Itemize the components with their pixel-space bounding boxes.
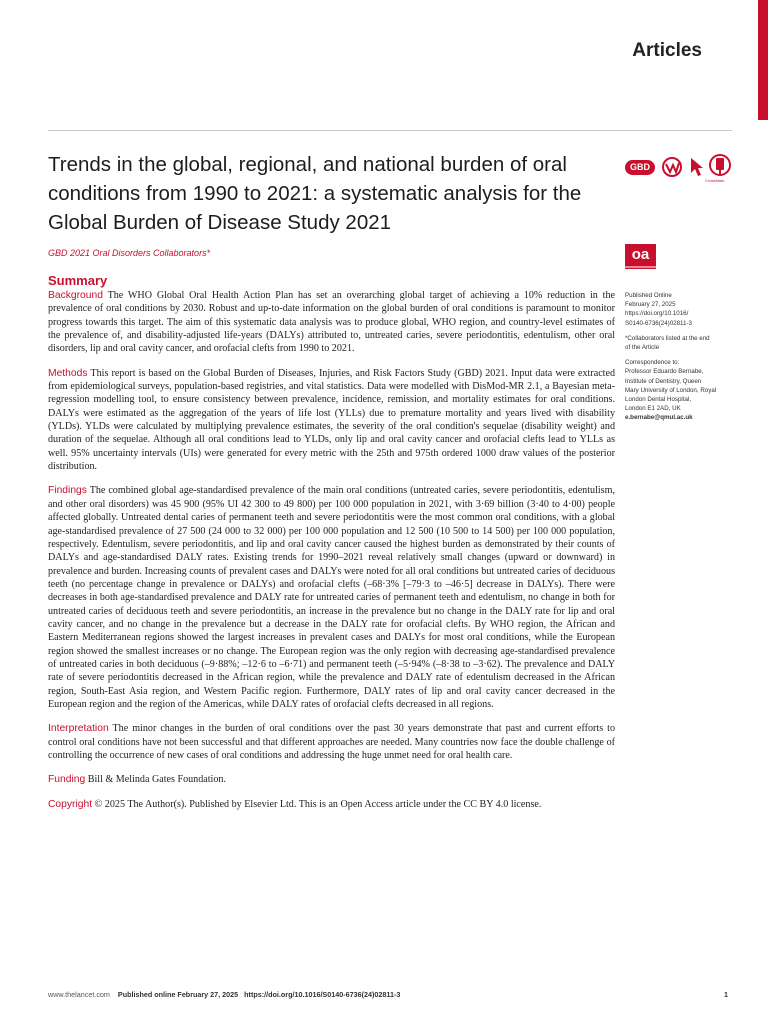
page-footer [48,990,728,999]
collaborators-note [625,334,735,352]
abstract-copyright [48,798,615,811]
correspondence-line: Professor Eduardo Bernabe, [625,368,704,376]
abstract-section-label: Funding [48,774,86,786]
cursor-logo-icon [687,156,707,178]
correspondence-email[interactable]: e.bernabe@qmul.ac.uk [625,414,693,422]
abstract-section-label: Background [48,290,103,301]
abstract-background [48,289,615,356]
abstract-findings [48,484,615,711]
header-rule [48,130,732,131]
footer-published: Published online February 27, 2025 [117,990,239,999]
collab-note-line1: *Collaborators listed at the end [625,334,710,342]
section-label: Articles [632,40,702,61]
summary-heading: Summary [48,273,108,288]
abstract-section-text: Bill & Melinda Gates Foundation. [87,774,226,786]
published-label: Published Online [625,292,672,299]
abstract-section-text: The minor changes in the burden of oral conditions over the past 30 years demonstrate that past and current efforts to control oral conditions have not been successful and that different approaches are needed. Many countries now face the double challenge of controlling the occurrence of new cases of oral conditions and addressing the huge unmet need for oral health care. [48,723,615,761]
doi-link-line1[interactable]: https://doi.org/10.1016/ [625,310,689,318]
correspondence-block [625,358,735,422]
swirl-logo-icon [661,156,683,178]
correspondence-line: London Dental Hospital, [625,396,692,404]
page-number: 1 [724,990,728,999]
published-date: February 27, 2025 [625,301,676,309]
open-access-badge[interactable] [625,244,656,269]
abstract-section-label: Copyright [48,798,93,810]
oa-underline [625,266,656,268]
crossmark-icon[interactable] [709,154,731,178]
journal-url[interactable]: www.thelancet.com [48,990,110,999]
author-line[interactable]: GBD 2021 Oral Disorders Collaborators* [48,248,211,258]
abstract-methods [48,367,615,474]
abstract-interpretation [48,722,615,762]
correspondence-label: Correspondence to: [625,359,680,367]
abstract-section-text: © 2025 The Author(s). Published by Elsevier Ltd. This is an Open Access article under the CC BY 4.0 license. [94,798,542,810]
article-sidebar [625,291,735,429]
footer-doi[interactable]: https://doi.org/10.1016/S0140-6736(24)02811-3 [244,990,401,999]
correspondence-line: Mary University of London, Royal [625,386,717,394]
logo-row [625,156,735,182]
crossmark-label: CrossMark [705,178,725,183]
abstract-section-text: The WHO Global Oral Health Action Plan has set an overarching global target of achieving a 10% reduction in the prevalence of oral conditions by 2030. Robust and up-to-date information on the global burden of oral conditions is paramount to monitor progress towards this target. The aim of this systematic data analysis was to produce global, WHO region, and country-level estimates of the prevalence of, and disability-adjusted life-years (DALYs) attributed to, untreated caries, severe periodontitis, edentulism, other oral disorders, lip and oral cavity cancer, and orofacial clefts from 1990 to 2021. [48,290,615,355]
abstract-section-text: The combined global age-standardised prevalence of the main oral conditions (untreated caries, severe periodontitis, edentulism, and other oral disorders) was 45 900 (95% UI 42 300 to 49 800) per 100 000 population in 2021, with 3·69 billion (3·40 to 4·00) people affected globally. Untreated dental caries of permanent teeth and severe periodontitis were the most common oral conditions, with a global age-standardised prevalence of 27 500 (24 000 to 32 000) per 100 000 population and 12 500 (10 500 to 14 500) per 100 000 population, respectively. Edentulism, severe periodontitis, and lip and oral cavity cancer caused the highest burden as demonstrated by their counts of DALYs and age-standardised DALY rates. Existing trends for 1990–2021 reveal relatively small changes (upward or downward) in prevalence and burden. Increasing counts of prevalent cases and DALYs were noted for all oral conditions but untreated caries of deciduous teeth (no percentage change in prevalence or DALYs) and orofacial clefts (–68·3% [–79·3 to –46·5] decrease in DALYs). There were decreases in both age-standardised prevalence and DALY rate for untreated caries of permanent teeth and edentulism, no change in both for untreated caries of deciduous teeth and severe periodontitis, an increase in the prevalence but no change in the DALY rate for lip and oral cavity cancer, and no change in the prevalence but a decrease in the DALY rate for orofacial clefts. By WHO region, the African and Eastern Mediterranean regions showed the largest increases in prevalent cases and DALYs for most oral conditions, while the European region showed the smallest increases or no change. The European region was the only region with decreasing age-standardised prevalence of untreated caries in both deciduous (–9·88%; –12·6 to –6·71) and permanent teeth (–5·94% (–8·38 to –3·62). The prevalence and DALY rate of severe periodontitis decreased in the African region, while the prevalence and DALY rate of edentulism decreased in the African region, South-East Asia region, and Western Pacific region. Furthermore, DALY rates of lip and oral cavity cancer decreased in the European region and the region of the Americas, while DALY rates of orofacial clefts decreased in all regions. [48,485,615,710]
abstract-section-text: This report is based on the Global Burden of Diseases, Injuries, and Risk Factors Study (GBD) 2021. Input data were extracted from epidemiological surveys, population-based registries, and vital statistics. Data were modelled with DisMod-MR 2.1, a Bayesian meta-regression modelling tool, to ensure consistency between prevalence, incidence, remission, and mortality estimates for oral conditions. DALYs were estimated as the aggregation of the years of life lost (YLLs) due to premature mortality and years lived with disability (YLDs). YLDs were calculated by multiplying prevalence estimates, the severity of the oral condition's sequelae (disability weight) and duration of the sequelae. Although all oral conditions lead to YLDs, only lip and oral cavity cancer and orofacial clefts lead to YLLs as well. 95% uncertainty intervals (UIs) were generated for every metric with the 25th and 975th ordered 1000 draw values of the posterior distribution. [48,367,616,473]
doi-link-line2[interactable]: S0140-6736(24)02811-3 [625,319,692,327]
abstract-funding [48,773,615,786]
abstract [48,289,615,822]
correspondence-line: London E1 2AD, UK [625,405,681,413]
collab-note-line2: of the Article [625,344,660,352]
abstract-section-label: Findings [48,485,87,497]
abstract-section-label: Methods [48,367,88,379]
oa-label: oa [631,246,650,263]
correspondence-line: Institute of Dentistry, Queen [625,377,702,385]
article-title: Trends in the global, regional, and national burden of oral conditions from 1990 to 2021: a systematic analysis for the Global Burden of Disease Study 2021 [48,153,582,234]
abstract-section-label: Interpretation [48,723,109,735]
gbd-logo-icon[interactable]: GBD [625,160,655,175]
publication-info [625,291,735,328]
red-edge-bar [758,0,768,120]
